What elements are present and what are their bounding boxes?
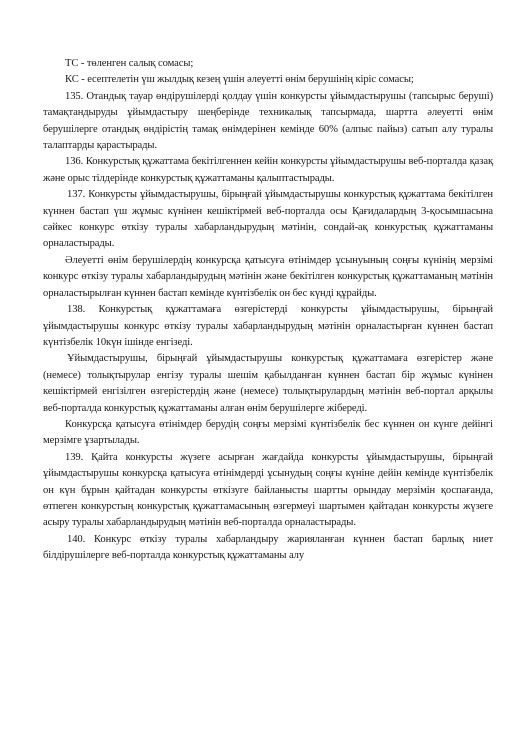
paragraph-138: 138. Конкурстық құжаттамаға өзгерістерді конкурсты ұйымдастырушы, бірыңғай ұйымдастырушы конкурс өткізу туралы хабарландырудың мәтінін орналастырған күннен бастап күнтізбелік 10күн ішінде енгізеді. [43, 304, 493, 348]
paragraph-136: 136. Конкурстық құжаттама бекітілгеннен кейін конкурсты ұйымдастырушы веб-порталда қазақ және орыс тілдерінде конкурстық құжаттаманы қалыптастырады. [43, 156, 493, 184]
paragraph-135: 135. Отандық тауар өндірушілерді қолдау үшін конкурсты ұйымдастырушы (тапсырыс беруші) тамақтандыруды ұйымдастыру шеңберінде техникалық тапсырмада, шартта әлеуетті өнім берушілерге отандық өндірістің тамақ өнімдерінен кемінде 60% (алпыс пайыз) сатып алу туралы талаптарды қарастырады. [43, 90, 493, 152]
paragraph-137: 137. Конкурсты ұйымдастырушы, бірыңғай ұйымдастырушы конкурстық құжаттама бекітілген күннен бастап үш жұмыс күнінен кешіктірмей веб-порталда осы Қағидалардың 3-қосымшасына сәйкес конкурс өткізу туралы хабарландырудың мәтінін, сондай-ақ конкурстық құжаттаманы орналастырады. [43, 189, 493, 250]
paragraph-139: 139. Қайта конкурсты жүзеге асырған жағдайда конкурсты ұйымдастырушы, бірыңғай ұйымдастырушы конкурсқа қатысуға өтінімдерді ұсынудың соңғы күніне дейін кемінде күнтізбелік он күн бұрын қайтадан конкурсты өткізуге байланысты шартты орындау мерзімін қоспағанда, өтпеген конкурстың конкурстық құжаттамасының өзгермеуі шартымен қайтадан конкурсты жүзеге асыру туралы хабарландырудың мәтінін веб-порталда орналастырады. [43, 451, 493, 529]
paragraph-138-amendments: Ұйымдастырушы, бірыңғай ұйымдастырушы конкурстық құжаттамаға өзгерістер және (немесе) толықтырулар енгізу туралы шешім қабылданған күннен бастап бір жұмыс күнінен кешіктірмей енгізілген өзгерістердің және (немесе) толықтырулардың мәтінін веб-портал арқылы веб-порталда конкурстық құжаттаманы алған өнім берушілерге жібереді. [43, 353, 493, 414]
paragraph-140: 140. Конкурс өткізу туралы хабарландыру жарияланған күннен бастап барлық ниет білдірушілерге веб-порталда конкурстық құжаттаманы алу [43, 533, 493, 562]
paragraph-ks-definition: КС - есептелетін үш жылдық кезең үшін әлеуетті өнім берушінің кіріс сомасы; [65, 74, 414, 86]
document-body [43, 56, 493, 565]
paragraph-138-extension: Конкурсқа қатысуға өтінімдер берудің соңғы мерзімі күнтізбелік бес күннен он күнге дейінгі мерзімге ұзартылады. [43, 418, 493, 447]
paragraph-137-deadline: Әлеуетті өнім берушілердің конкурсқа қатысуға өтінімдер ұсынуының соңғы күнінің мерзімі конкурс өткізу туралы хабарландырудың мәтінін және бекітілген конкурстық құжаттаманың мәтінін орналастырылған күннен бастап кемінде күнтізбелік он бес күнді құрайды. [43, 254, 493, 299]
paragraph-ts-definition: ТС - төленген салық сомасы; [65, 58, 194, 69]
